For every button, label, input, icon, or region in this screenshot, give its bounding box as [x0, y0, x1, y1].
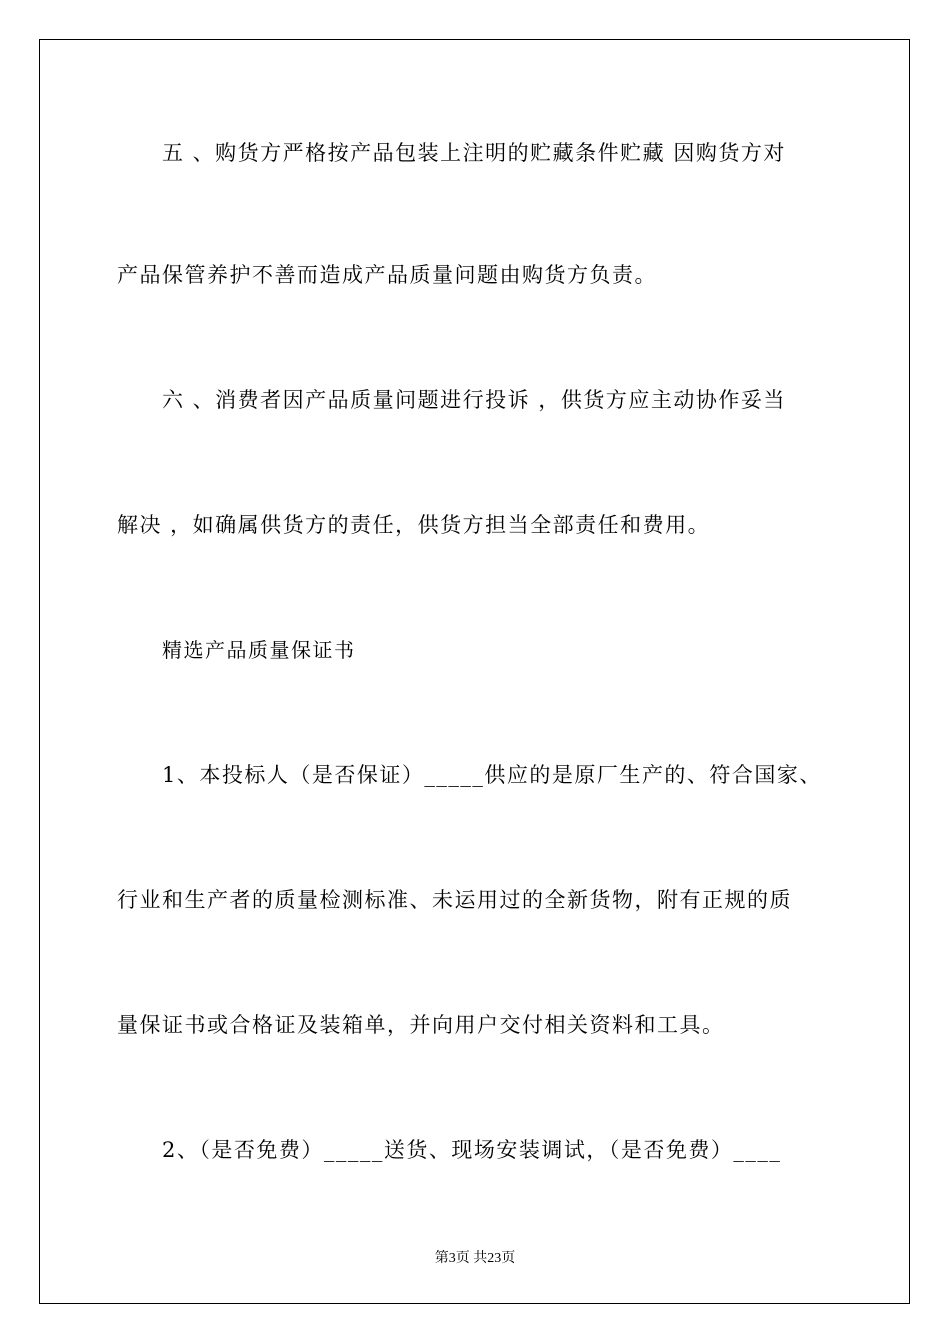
section-heading: 精选产品质量保证书 — [162, 638, 356, 662]
text-line-item-1-start: 1、本投标人（是否保证）_____供应的是原厂生产的、符合国家、 — [162, 763, 822, 787]
text-line-clause-6-start: 六 、消费者因产品质量问题进行投诉 ，供货方应主动协作妥当 — [162, 388, 786, 412]
text-line-item-1-middle: 行业和生产者的质量检测标准、未运用过的全新货物，附有正规的质 — [117, 888, 792, 912]
text-line-item-1-end: 量保证书或合格证及装箱单，并向用户交付相关资料和工具。 — [117, 1013, 725, 1037]
text-line-clause-6-end: 解决 ，如确属供货方的责任，供货方担当全部责任和费用。 — [117, 513, 711, 537]
text-line-item-2-start: 2、（是否免费）_____送货、现场安装调试，（是否免费）____ — [162, 1138, 782, 1162]
text-line-clause-5-start: 五 、购货方严格按产品包装上注明的贮藏条件贮藏 因购货方对 — [162, 141, 786, 165]
text-line-clause-5-end: 产品保管养护不善而造成产品质量问题由购货方负责。 — [117, 263, 657, 287]
page-border — [39, 39, 910, 1304]
page-number-footer: 第3页 共23页 — [434, 1251, 516, 1266]
